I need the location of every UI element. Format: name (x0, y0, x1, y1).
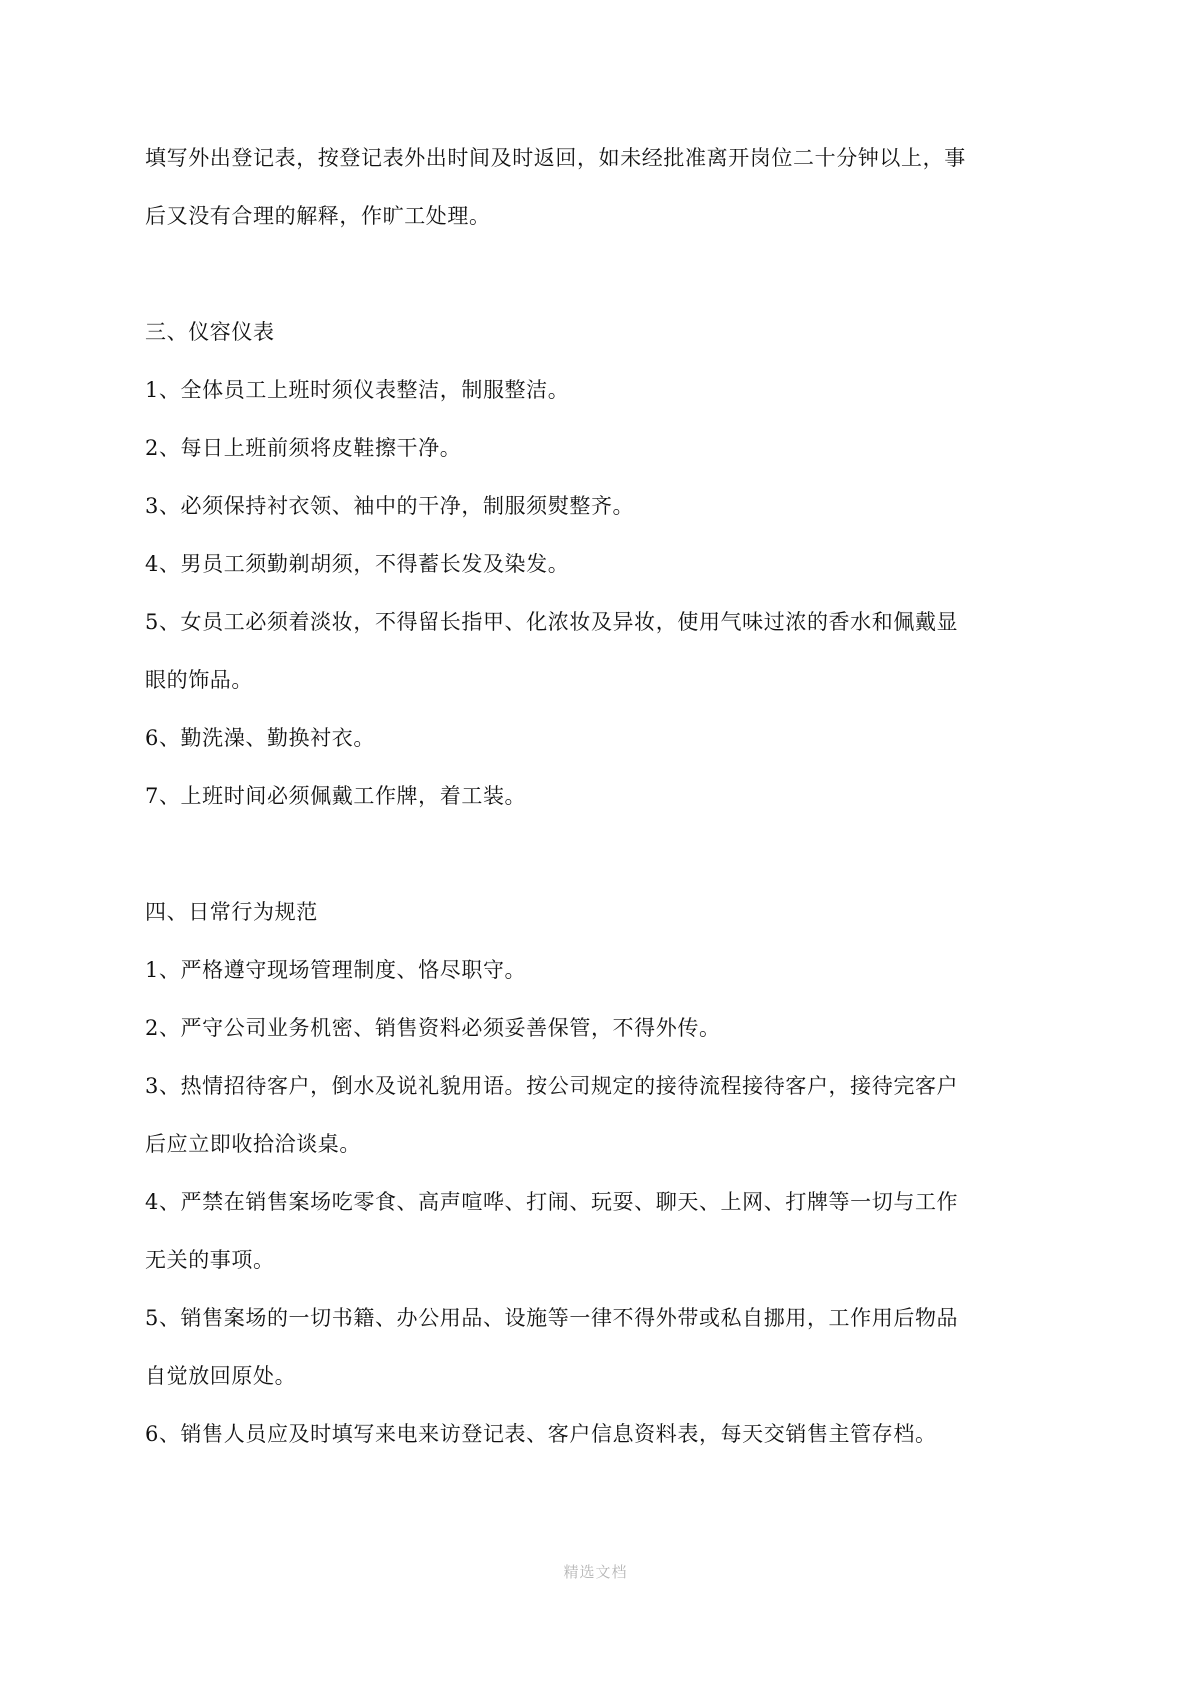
list-item-continuation: 眼的饰品。 (145, 668, 253, 692)
list-item: 4、男员工须勤剃胡须，不得蓄长发及染发。 (145, 552, 570, 576)
paragraph-line: 后又没有合理的解释，作旷工处理。 (145, 204, 491, 228)
page-footer: 精选文档 (563, 1563, 628, 1581)
list-item: 3、热情招待客户，倒水及说礼貌用语。按公司规定的接待流程接待客户，接待完客户 (145, 1074, 959, 1098)
list-item-continuation: 后应立即收拾洽谈桌。 (145, 1132, 361, 1156)
list-item: 1、全体员工上班时须仪表整洁，制服整洁。 (145, 378, 570, 402)
list-item-continuation: 无关的事项。 (145, 1248, 275, 1272)
paragraph-line: 填写外出登记表，按登记表外出时间及时返回，如未经批准离开岗位二十分钟以上，事 (145, 146, 966, 170)
list-item: 1、严格遵守现场管理制度、恪尽职守。 (145, 958, 527, 982)
list-item: 4、严禁在销售案场吃零食、高声喧哗、打闹、玩耍、聊天、上网、打牌等一切与工作 (145, 1190, 959, 1214)
section-heading: 三、仪容仪表 (145, 320, 275, 344)
list-item: 5、销售案场的一切书籍、办公用品、设施等一律不得外带或私自挪用，工作用后物品 (145, 1306, 959, 1330)
list-item: 2、每日上班前须将皮鞋擦干净。 (145, 436, 462, 460)
list-item-continuation: 自觉放回原处。 (145, 1364, 297, 1388)
list-item: 6、销售人员应及时填写来电来访登记表、客户信息资料表，每天交销售主管存档。 (145, 1422, 937, 1446)
list-item: 3、必须保持衬衣领、袖中的干净，制服须熨整齐。 (145, 494, 635, 518)
list-item: 2、严守公司业务机密、销售资料必须妥善保管，不得外传。 (145, 1016, 721, 1040)
section-heading: 四、日常行为规范 (145, 900, 318, 924)
list-item: 5、女员工必须着淡妆，不得留长指甲、化浓妆及异妆，使用气味过浓的香水和佩戴显 (145, 610, 959, 634)
list-item: 7、上班时间必须佩戴工作牌，着工装。 (145, 784, 527, 808)
list-item: 6、勤洗澡、勤换衬衣。 (145, 726, 375, 750)
